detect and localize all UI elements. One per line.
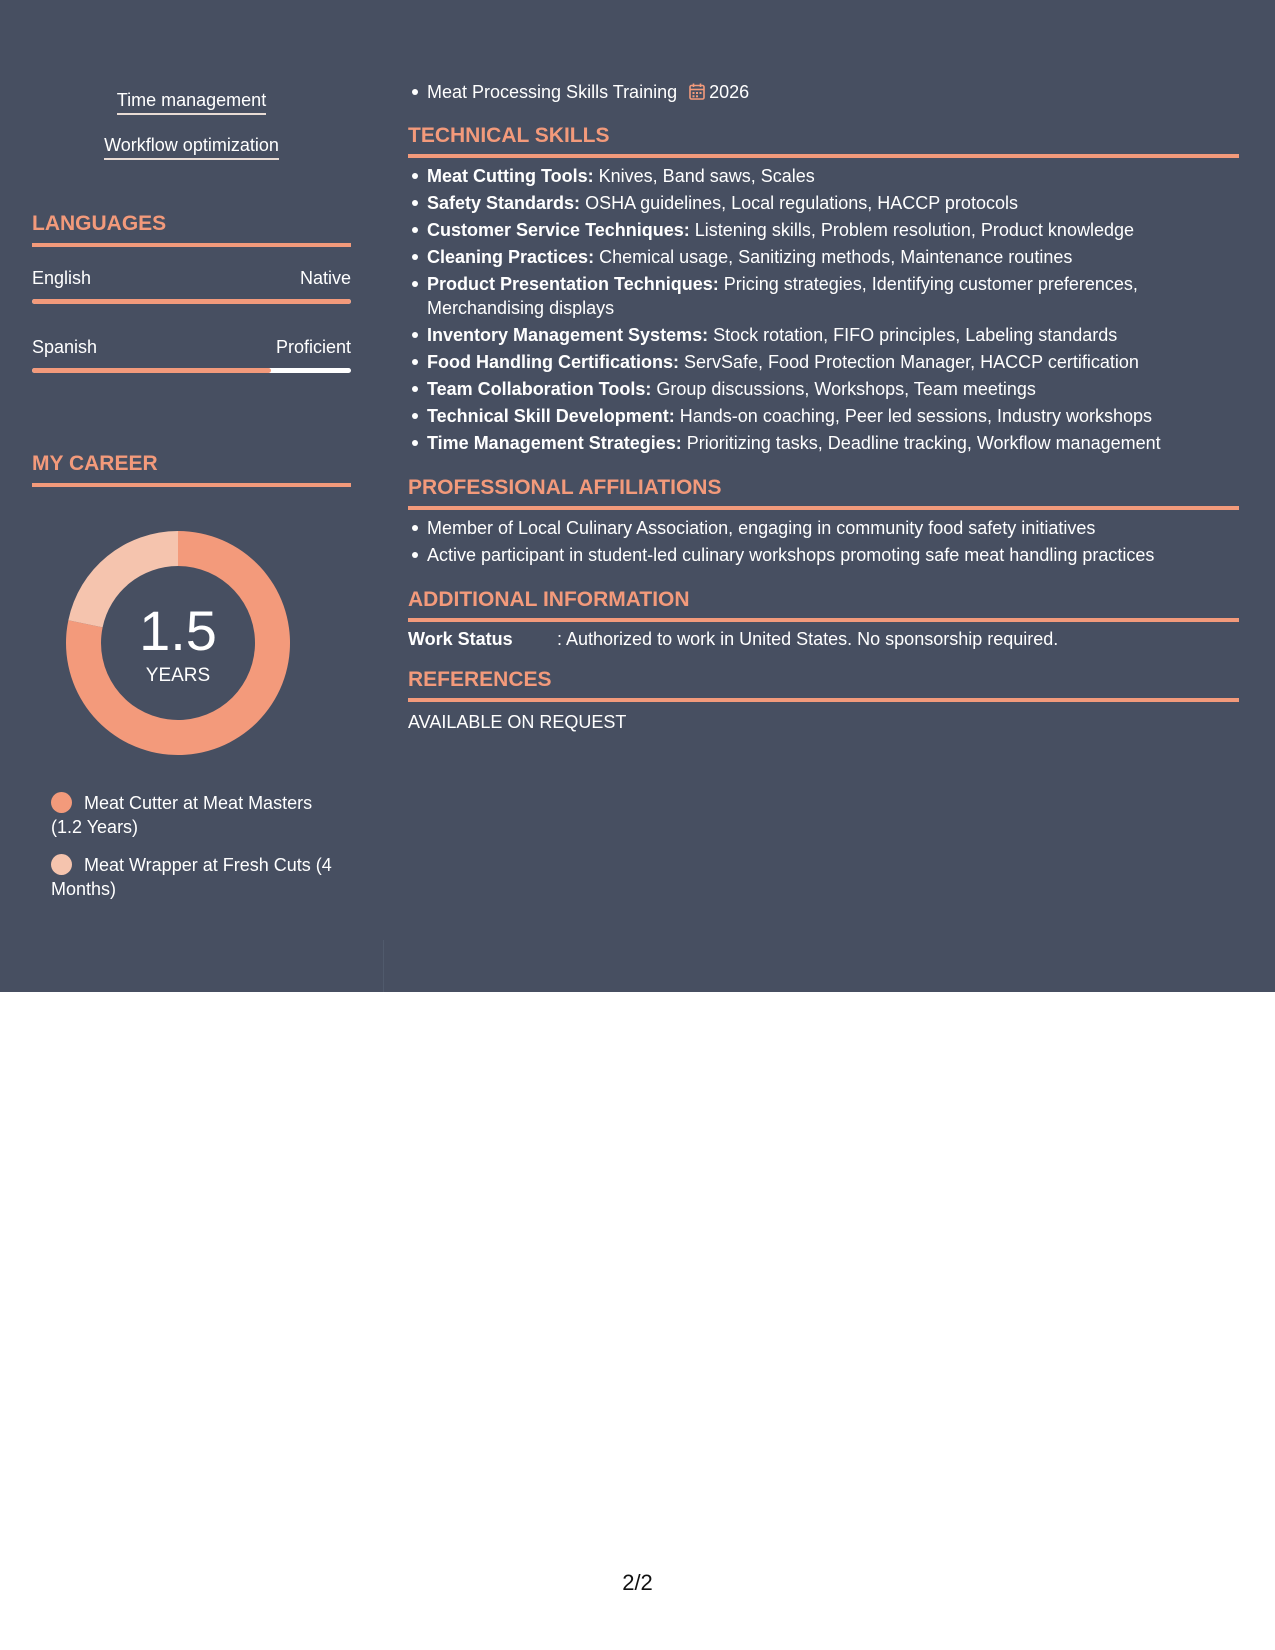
affiliation-item: Active participant in student-led culinary workshops promoting safe meat handling practices [427, 543, 1258, 567]
technical-skill-value: Knives, Band saws, Scales [598, 166, 815, 186]
training-list [408, 80, 1258, 107]
skill-tag [32, 134, 351, 160]
training-item [427, 80, 1258, 104]
technical-skill-label: Safety Standards: [427, 193, 581, 213]
work-status-label: Work Status [408, 629, 513, 649]
technical-skill-item [427, 218, 1258, 242]
technical-skills-heading: TECHNICAL SKILLS [408, 123, 1239, 158]
technical-skill-label: Technical Skill Development: [427, 406, 675, 426]
language-proficiency-fill [32, 368, 271, 373]
technical-skill-value: Prioritizing tasks, Deadline tracking, Workflow management [686, 433, 1161, 453]
technical-skill-item [427, 272, 1258, 320]
technical-skill-value: Hands-on coaching, Peer led sessions, Industry workshops [679, 406, 1153, 426]
technical-skill-label: Food Handling Certifications: [427, 352, 679, 372]
technical-skill-label: Cleaning Practices: [427, 247, 595, 267]
career-legend-dot [51, 792, 72, 813]
references-heading: REFERENCES [408, 667, 1239, 702]
technical-skill-value: Pricing strategies, Identifying customer preferences, Merchandising displays [427, 274, 1138, 318]
career-total-unit: YEARS [145, 665, 211, 686]
technical-skill-label: Product Presentation Techniques: [427, 274, 719, 294]
technical-skill-item [427, 191, 1258, 215]
technical-skill-item [427, 323, 1258, 347]
page-number: 2/2 [622, 1570, 653, 1595]
technical-skill-label: Meat Cutting Tools: [427, 166, 594, 186]
technical-skill-value: OSHA guidelines, Local regulations, HACCP protocols [585, 193, 1018, 213]
technical-skill-label: Team Collaboration Tools: [427, 379, 652, 399]
language-proficiency-fill [32, 299, 351, 304]
technical-skill-item [427, 164, 1258, 188]
technical-skill-value: ServSafe, Food Protection Manager, HACCP certification [684, 352, 1139, 372]
language-level: Proficient [275, 337, 351, 357]
language-proficiency-bar [32, 368, 351, 373]
technical-skill-label: Time Management Strategies: [427, 433, 682, 453]
affiliation-item: Member of Local Culinary Association, engaging in community food safety initiatives [427, 516, 1258, 540]
work-status-value: : Authorized to work in United States. No sponsorship required. [557, 629, 1059, 649]
technical-skill-item [427, 245, 1258, 269]
languages-heading: LANGUAGES [32, 211, 351, 247]
technical-skill-item [427, 350, 1258, 374]
training-year: 2026 [709, 82, 750, 102]
technical-skill-label: Inventory Management Systems: [427, 325, 709, 345]
language-proficiency-bar [32, 299, 351, 304]
language-name: Spanish [32, 337, 98, 357]
language-level: Native [299, 268, 351, 288]
technical-skill-value: Listening skills, Problem resolution, Product knowledge [694, 220, 1134, 240]
technical-skill-value: Group discussions, Workshops, Team meetings [656, 379, 1036, 399]
career-legend-label: Meat Cutter at Meat Masters (1.2 Years) [51, 793, 313, 837]
column-divider [383, 940, 384, 992]
skill-tag-label: Time management [117, 89, 266, 115]
additional-info-heading: ADDITIONAL INFORMATION [408, 587, 1239, 622]
career-legend-item [51, 853, 341, 901]
affiliations-heading: PROFESSIONAL AFFILIATIONS [408, 475, 1239, 510]
technical-skill-item [427, 377, 1258, 401]
technical-skill-value: Stock rotation, FIFO principles, Labeling standards [713, 325, 1118, 345]
career-legend-item [51, 791, 341, 839]
career-legend-dot [51, 854, 72, 875]
calendar-icon [689, 83, 705, 100]
affiliations-list [408, 516, 1258, 570]
technical-skills-list [408, 164, 1258, 458]
references-text: AVAILABLE ON REQUEST [408, 712, 627, 732]
career-heading: MY CAREER [32, 451, 351, 487]
technical-skill-label: Customer Service Techniques: [427, 220, 690, 240]
career-total-value: 1.5 [139, 599, 217, 662]
career-donut-chart [66, 531, 290, 755]
technical-skill-item [427, 404, 1258, 428]
skill-tag-label: Workflow optimization [104, 134, 279, 160]
career-legend-label: Meat Wrapper at Fresh Cuts (4 Months) [51, 855, 332, 899]
skill-tag [32, 89, 351, 115]
training-name: Meat Processing Skills Training [427, 82, 678, 102]
technical-skill-value: Chemical usage, Sanitizing methods, Maintenance routines [599, 247, 1073, 267]
language-name: English [32, 268, 92, 288]
technical-skill-item [427, 431, 1258, 455]
